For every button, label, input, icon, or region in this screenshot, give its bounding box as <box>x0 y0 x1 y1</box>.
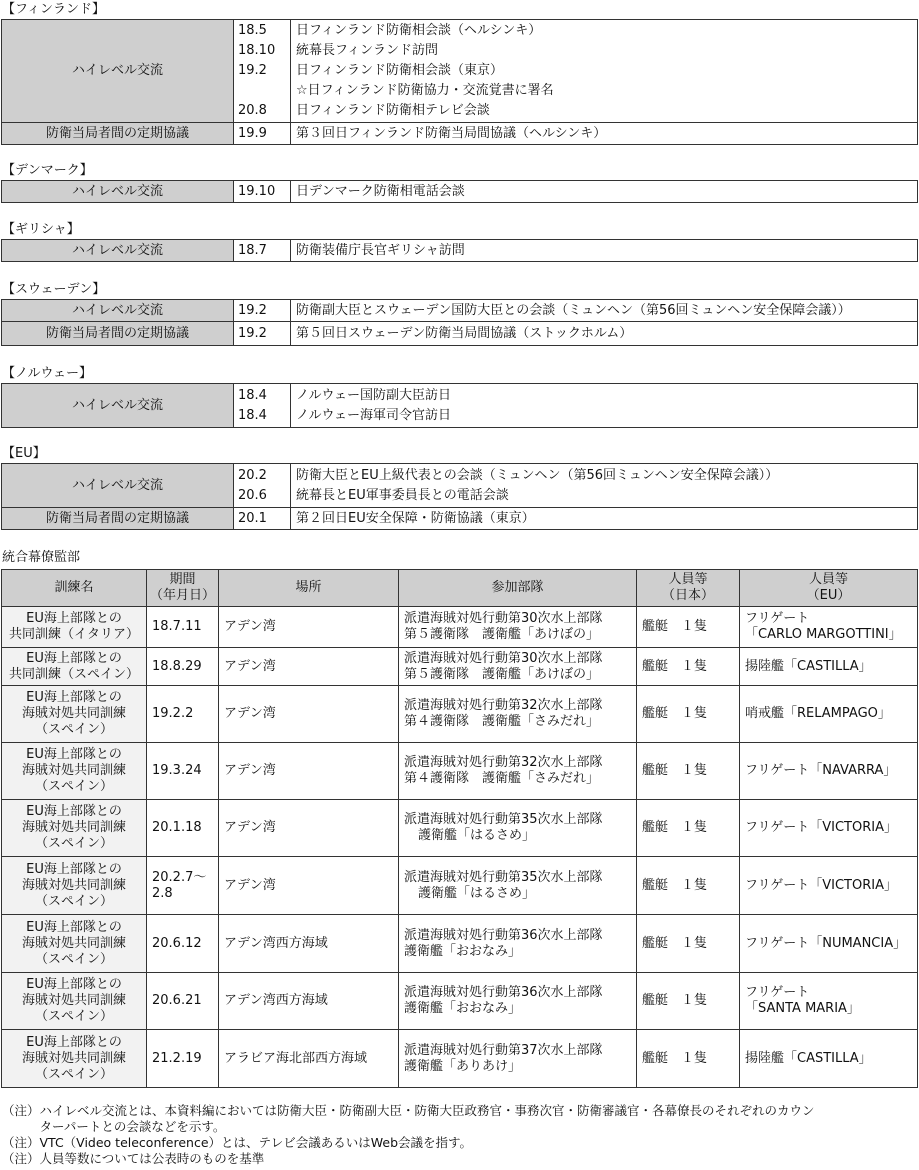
entry-text: 第２回日EU安全保障・防衛協議（東京） <box>296 510 535 526</box>
entry-date: 19.10 <box>238 183 276 199</box>
exchange-row <box>2 240 918 262</box>
training-place: アデン湾西方海域 <box>219 973 399 1030</box>
training-name <box>2 800 147 857</box>
participating-unit-line: 派遣海賊対処行動第32次水上部隊 <box>404 755 603 770</box>
date-cell <box>234 123 291 145</box>
column-header-line: 人員等 <box>808 572 848 587</box>
column-header-line: 期間 <box>169 572 196 587</box>
category-label: ハイレベル交流 <box>2 181 234 203</box>
personnel-eu-line: 哨戒艦「RELAMPAGO」 <box>745 706 891 721</box>
training-name-line: EU海上部隊との <box>26 1034 122 1050</box>
training-name-line: 海賊対処共同訓練 <box>21 706 126 721</box>
entry-text: 日フィンランド防衛相会談（ヘルシンキ） <box>296 23 542 38</box>
personnel-japan: 艦艇 １隻 <box>637 686 740 743</box>
entry-date: 18.5 <box>238 23 267 38</box>
column-header-line: 参加部隊 <box>491 580 544 595</box>
personnel-eu-line: フリゲート「VICTORIA」 <box>745 877 897 893</box>
participating-unit-line: 派遣海賊対処行動第36次水上部隊 <box>404 985 603 1000</box>
training-title: 統合幕僚監部 <box>2 550 81 565</box>
entry-date: 20.8 <box>238 103 267 118</box>
exchange-row <box>2 322 918 346</box>
exchange-row <box>2 181 918 203</box>
participating-unit <box>399 686 637 743</box>
training-name-line: 海賊対処共同訓練 <box>21 993 126 1008</box>
column-header <box>637 570 740 607</box>
column-header-line: （年月日） <box>149 588 215 603</box>
description-cell <box>291 240 918 262</box>
training-period-line: 20.2.7〜 <box>152 869 207 885</box>
personnel-eu-line: フリゲート「NAVARRA」 <box>745 763 897 778</box>
training-table <box>1 569 918 1088</box>
column-header <box>219 570 399 607</box>
entry-text: 日フィンランド防衛相テレビ会談 <box>296 103 490 118</box>
personnel-eu <box>740 973 918 1030</box>
exchange-row <box>2 300 918 322</box>
entry-text: 統幕長フィンランド訪問 <box>296 43 438 58</box>
training-name-line: 共同訓練（スペイン） <box>8 666 139 682</box>
training-name <box>2 1030 147 1088</box>
exchange-row <box>2 384 918 428</box>
entry-date <box>238 81 290 101</box>
personnel-eu <box>740 686 918 743</box>
training-name <box>2 648 147 686</box>
description-cell <box>291 123 918 145</box>
footnote: （注）ハイレベル交流とは、本資料編においては防衛大臣・防衛副大臣・防衛大臣政務官・事務次官・防衛審議官・各幕僚長のそれぞれのカウン <box>2 1103 815 1118</box>
date-cell <box>234 240 291 262</box>
participating-unit-line: 派遣海賊対処行動第30次水上部隊 <box>404 611 603 626</box>
description-cell <box>291 181 918 203</box>
exchange-row <box>2 123 918 145</box>
training-row <box>2 800 918 857</box>
personnel-japan: 艦艇 １隻 <box>637 915 740 973</box>
training-period-line: 19.3.24 <box>152 763 202 778</box>
training-name-line: （スペイン） <box>34 1009 113 1024</box>
date-cell <box>234 20 291 123</box>
training-name-line: EU海上部隊との <box>26 861 122 877</box>
footnote: ターパートとの会談などを示す。 <box>2 1119 226 1134</box>
participating-unit <box>399 648 637 686</box>
personnel-eu-line: フリゲート「NUMANCIA」 <box>745 935 907 951</box>
participating-unit <box>399 857 637 915</box>
entry-text: 防衛大臣とEU上級代表との会談（ミュンヘン（第56回ミュンヘン安全保障会議）） <box>296 467 779 483</box>
exchange-table <box>1 463 918 530</box>
training-name-line: （スペイン） <box>34 951 113 967</box>
training-name-line: EU海上部隊との <box>26 977 122 992</box>
training-place: アデン湾 <box>219 743 399 800</box>
training-name-line: EU海上部隊との <box>26 804 122 819</box>
training-name-line: （スペイン） <box>34 1066 113 1082</box>
exchange-table <box>1 239 918 262</box>
personnel-eu-line: フリゲート「VICTORIA」 <box>745 820 897 835</box>
training-row <box>2 857 918 915</box>
training-name-line: EU海上部隊との <box>26 747 122 762</box>
training-period <box>147 743 219 800</box>
training-period <box>147 800 219 857</box>
entry-text: 第５回日スウェーデン防衛当局間協議（ストックホルム） <box>296 325 633 341</box>
training-period-line: 21.2.19 <box>152 1050 202 1066</box>
training-period <box>147 973 219 1030</box>
training-name-line: （スペイン） <box>34 893 113 909</box>
training-row <box>2 1030 918 1088</box>
training-period-line: 20.6.21 <box>152 993 202 1008</box>
footnote: （注）VTC（Video teleconference）とは、テレビ会議あるいはWeb会議を指す。 <box>2 1135 473 1150</box>
participating-unit-line: 派遣海賊対処行動第35次水上部隊 <box>404 869 603 885</box>
participating-unit-line: 派遣海賊対処行動第35次水上部隊 <box>404 812 603 827</box>
participating-unit-line: 第４護衛隊 護衛艦「さみだれ」 <box>404 714 600 729</box>
exchange-row <box>2 464 918 508</box>
exchange-table <box>1 19 918 145</box>
entry-text: ノルウェー海軍司令官訪日 <box>296 407 451 423</box>
training-period-line: 19.2.2 <box>152 706 194 721</box>
participating-unit-line: 第５護衛隊 護衛艦「あけぼの」 <box>404 666 600 682</box>
date-cell <box>234 322 291 346</box>
category-label: ハイレベル交流 <box>2 240 234 262</box>
training-name-line: EU海上部隊との <box>26 690 122 705</box>
category-label: ハイレベル交流 <box>2 384 234 428</box>
training-name <box>2 686 147 743</box>
description-cell <box>291 508 918 530</box>
description-cell <box>291 300 918 322</box>
training-period-line: 18.7.11 <box>152 619 202 634</box>
personnel-eu-line: 「CARLO MARGOTTINI」 <box>745 627 902 642</box>
description-cell <box>291 384 918 428</box>
participating-unit-line: 派遣海賊対処行動第37次水上部隊 <box>404 1042 603 1058</box>
personnel-japan: 艦艇 １隻 <box>637 1030 740 1088</box>
participating-unit <box>399 800 637 857</box>
section-title: 【スウェーデン】 <box>2 282 106 297</box>
entry-date: 18.7 <box>238 242 267 258</box>
exchange-table <box>1 383 918 428</box>
entry-date: 18.10 <box>238 43 276 58</box>
personnel-eu <box>740 648 918 686</box>
training-name-line: 海賊対処共同訓練 <box>21 763 126 778</box>
personnel-eu <box>740 857 918 915</box>
training-row <box>2 743 918 800</box>
personnel-eu <box>740 607 918 648</box>
column-header <box>2 570 147 607</box>
personnel-japan: 艦艇 １隻 <box>637 857 740 915</box>
column-header <box>147 570 219 607</box>
training-row <box>2 686 918 743</box>
training-period-line: 20.1.18 <box>152 820 202 835</box>
entry-text: 第３回日フィンランド防衛当局間協議（ヘルシンキ） <box>296 125 607 141</box>
date-cell <box>234 384 291 428</box>
column-header <box>740 570 918 607</box>
personnel-eu-line: 「SANTA MARIA」 <box>745 1001 860 1016</box>
training-period-line: 2.8 <box>152 885 173 901</box>
training-name-line: 海賊対処共同訓練 <box>21 935 126 951</box>
participating-unit-line: 護衛艦「おおなみ」 <box>404 1001 522 1016</box>
footnote: （注）人員等数については公表時のものを基準 <box>2 1151 265 1166</box>
section-title: 【デンマーク】 <box>2 163 93 178</box>
date-cell <box>234 300 291 322</box>
training-name <box>2 743 147 800</box>
training-period <box>147 607 219 648</box>
personnel-eu <box>740 1030 918 1088</box>
training-row <box>2 915 918 973</box>
training-name-line: 海賊対処共同訓練 <box>21 1050 126 1066</box>
training-place: アデン湾 <box>219 857 399 915</box>
training-period <box>147 1030 219 1088</box>
participating-unit <box>399 915 637 973</box>
personnel-eu-line: 揚陸艦「CASTILLA」 <box>745 1050 872 1066</box>
category-label: ハイレベル交流 <box>2 20 234 123</box>
category-label: ハイレベル交流 <box>2 300 234 322</box>
participating-unit-line: 派遣海賊対処行動第32次水上部隊 <box>404 698 603 713</box>
participating-unit-line: 護衛艦「はるさめ」 <box>418 828 536 843</box>
training-period-line: 20.6.12 <box>152 935 202 951</box>
exchange-row <box>2 20 918 123</box>
participating-unit <box>399 1030 637 1088</box>
entry-date: 19.9 <box>238 125 267 141</box>
category-label: 防衛当局者間の定期協議 <box>2 123 234 145</box>
training-row <box>2 648 918 686</box>
column-header-line: （日本） <box>661 588 714 603</box>
exchange-row <box>2 508 918 530</box>
training-name <box>2 607 147 648</box>
column-header-line: 人員等 <box>668 572 708 587</box>
training-header-row <box>2 570 918 607</box>
date-cell <box>234 464 291 508</box>
training-name-line: 共同訓練（イタリア） <box>8 627 139 642</box>
column-header-line: 場所 <box>295 580 322 595</box>
personnel-eu <box>740 743 918 800</box>
training-place: アデン湾西方海域 <box>219 915 399 973</box>
training-name-line: 海賊対処共同訓練 <box>21 820 126 835</box>
section-title: 【ギリシャ】 <box>2 222 80 237</box>
participating-unit-line: 護衛艦「おおなみ」 <box>404 943 522 959</box>
entry-text: 防衛装備庁長官ギリシャ訪問 <box>296 242 465 258</box>
training-name <box>2 973 147 1030</box>
exchange-table <box>1 180 918 203</box>
training-row <box>2 973 918 1030</box>
training-name-line: EU海上部隊との <box>26 611 122 626</box>
entry-date: 19.2 <box>238 63 267 78</box>
footnotes <box>2 1103 917 1167</box>
participating-unit <box>399 607 637 648</box>
training-period <box>147 686 219 743</box>
training-row <box>2 607 918 648</box>
category-label: 防衛当局者間の定期協議 <box>2 322 234 346</box>
personnel-eu <box>740 800 918 857</box>
exchange-table <box>1 299 918 346</box>
participating-unit-line: 第５護衛隊 護衛艦「あけぼの」 <box>404 627 600 642</box>
training-name-line: （スペイン） <box>34 779 113 794</box>
training-period <box>147 648 219 686</box>
category-label: 防衛当局者間の定期協議 <box>2 508 234 530</box>
column-header <box>399 570 637 607</box>
personnel-japan: 艦艇 １隻 <box>637 648 740 686</box>
entry-text: ☆日フィンランド防衛協力・交流覚書に署名 <box>296 83 554 98</box>
personnel-eu-line: フリゲート <box>745 985 810 1000</box>
training-place: アデン湾 <box>219 800 399 857</box>
participating-unit-line: 派遣海賊対処行動第30次水上部隊 <box>404 650 603 666</box>
training-place: アデン湾 <box>219 686 399 743</box>
section-title: 【EU】 <box>2 446 46 461</box>
entry-date: 18.4 <box>238 387 267 403</box>
training-name-line: 海賊対処共同訓練 <box>21 877 126 893</box>
personnel-japan: 艦艇 １隻 <box>637 973 740 1030</box>
category-label: ハイレベル交流 <box>2 464 234 508</box>
training-name-line: （スペイン） <box>34 836 113 851</box>
section-title: 【ノルウェー】 <box>2 366 92 381</box>
training-period-line: 18.8.29 <box>152 658 202 674</box>
training-place: アデン湾 <box>219 607 399 648</box>
training-period <box>147 915 219 973</box>
entry-text: 防衛副大臣とスウェーデン国防大臣との会談（ミュンヘン（第56回ミュンヘン安全保障会議）） <box>296 302 851 318</box>
personnel-eu-line: フリゲート <box>745 611 810 626</box>
training-place: アデン湾 <box>219 648 399 686</box>
personnel-eu-line: 揚陸艦「CASTILLA」 <box>745 658 872 674</box>
personnel-japan: 艦艇 １隻 <box>637 607 740 648</box>
description-cell <box>291 464 918 508</box>
entry-date: 20.1 <box>238 510 267 526</box>
personnel-japan: 艦艇 １隻 <box>637 800 740 857</box>
participating-unit <box>399 743 637 800</box>
date-cell <box>234 508 291 530</box>
entry-date: 20.6 <box>238 487 267 503</box>
personnel-eu <box>740 915 918 973</box>
participating-unit-line: 派遣海賊対処行動第36次水上部隊 <box>404 927 603 943</box>
column-header-line: 訓練名 <box>54 580 94 595</box>
entry-date: 19.2 <box>238 325 267 341</box>
entry-text: 統幕長とEU軍事委員長との電話会談 <box>296 487 509 503</box>
section-title: 【フィンランド】 <box>2 2 105 17</box>
training-name <box>2 857 147 915</box>
entry-date: 19.2 <box>238 302 267 318</box>
entry-text: 日デンマーク防衛相電話会談 <box>296 183 465 199</box>
participating-unit-line: 護衛艦「はるさめ」 <box>418 885 536 901</box>
date-cell <box>234 181 291 203</box>
entry-text: ノルウェー国防副大臣訪日 <box>296 387 451 403</box>
training-name <box>2 915 147 973</box>
entry-date: 18.4 <box>238 407 267 423</box>
participating-unit-line: 護衛艦「ありあけ」 <box>404 1058 522 1074</box>
training-period <box>147 857 219 915</box>
training-name-line: EU海上部隊との <box>26 919 122 935</box>
column-header-line: （EU） <box>806 588 851 603</box>
personnel-japan: 艦艇 １隻 <box>637 743 740 800</box>
participating-unit <box>399 973 637 1030</box>
description-cell <box>291 20 918 123</box>
training-name-line: （スペイン） <box>34 722 113 737</box>
description-cell <box>291 322 918 346</box>
entry-date: 20.2 <box>238 467 267 483</box>
entry-text: 日フィンランド防衛相会談（東京） <box>296 63 503 78</box>
training-name-line: EU海上部隊との <box>26 650 122 666</box>
participating-unit-line: 第４護衛隊 護衛艦「さみだれ」 <box>404 771 600 786</box>
training-place: アラビア海北部西方海域 <box>219 1030 399 1088</box>
